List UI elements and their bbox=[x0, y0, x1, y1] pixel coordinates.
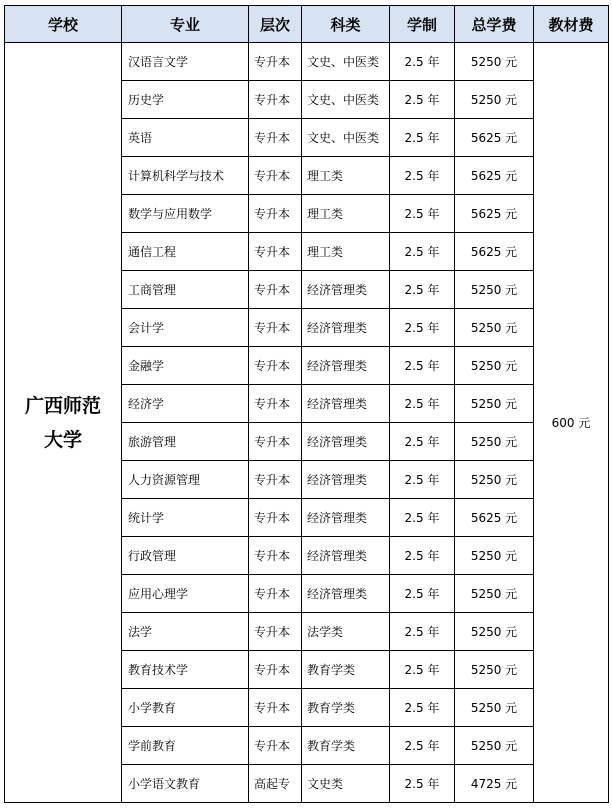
category-cell: 经济管理类 bbox=[302, 423, 390, 461]
duration-cell: 2.5 年 bbox=[390, 727, 455, 765]
header-school: 学校 bbox=[5, 6, 122, 43]
duration-cell: 2.5 年 bbox=[390, 613, 455, 651]
duration-cell: 2.5 年 bbox=[390, 423, 455, 461]
category-cell: 经济管理类 bbox=[302, 499, 390, 537]
fee-cell: 5250 元 bbox=[455, 309, 534, 347]
fee-cell: 5625 元 bbox=[455, 157, 534, 195]
category-cell: 经济管理类 bbox=[302, 537, 390, 575]
major-cell: 经济学 bbox=[122, 385, 249, 423]
fee-cell: 5250 元 bbox=[455, 423, 534, 461]
duration-cell: 2.5 年 bbox=[390, 499, 455, 537]
duration-cell: 2.5 年 bbox=[390, 537, 455, 575]
level-cell: 专升本 bbox=[249, 233, 302, 271]
category-cell: 经济管理类 bbox=[302, 347, 390, 385]
duration-cell: 2.5 年 bbox=[390, 651, 455, 689]
category-cell: 经济管理类 bbox=[302, 461, 390, 499]
duration-cell: 2.5 年 bbox=[390, 385, 455, 423]
table-row bbox=[5, 43, 609, 81]
fee-cell: 5250 元 bbox=[455, 43, 534, 81]
level-cell: 专升本 bbox=[249, 271, 302, 309]
duration-cell: 2.5 年 bbox=[390, 309, 455, 347]
fee-cell: 5250 元 bbox=[455, 727, 534, 765]
fee-cell: 5625 元 bbox=[455, 195, 534, 233]
duration-cell: 2.5 年 bbox=[390, 765, 455, 803]
category-cell: 文史、中医类 bbox=[302, 119, 390, 157]
level-cell: 专升本 bbox=[249, 689, 302, 727]
duration-cell: 2.5 年 bbox=[390, 347, 455, 385]
major-cell: 教育技术学 bbox=[122, 651, 249, 689]
category-cell: 经济管理类 bbox=[302, 385, 390, 423]
duration-cell: 2.5 年 bbox=[390, 575, 455, 613]
textbook-fee: 600 元 bbox=[534, 43, 609, 803]
duration-cell: 2.5 年 bbox=[390, 461, 455, 499]
duration-cell: 2.5 年 bbox=[390, 81, 455, 119]
level-cell: 专升本 bbox=[249, 575, 302, 613]
major-cell: 金融学 bbox=[122, 347, 249, 385]
fee-cell: 5250 元 bbox=[455, 385, 534, 423]
fee-cell: 5250 元 bbox=[455, 347, 534, 385]
major-cell: 行政管理 bbox=[122, 537, 249, 575]
level-cell: 专升本 bbox=[249, 423, 302, 461]
school-name: 广西师范大学 bbox=[5, 43, 122, 803]
fee-cell: 5250 元 bbox=[455, 271, 534, 309]
major-cell: 旅游管理 bbox=[122, 423, 249, 461]
level-cell: 专升本 bbox=[249, 119, 302, 157]
fee-cell: 5250 元 bbox=[455, 537, 534, 575]
major-cell: 应用心理学 bbox=[122, 575, 249, 613]
header-level: 层次 bbox=[249, 6, 302, 43]
duration-cell: 2.5 年 bbox=[390, 195, 455, 233]
header-row bbox=[5, 6, 609, 43]
fee-cell: 5250 元 bbox=[455, 461, 534, 499]
fee-cell: 4725 元 bbox=[455, 765, 534, 803]
category-cell: 经济管理类 bbox=[302, 575, 390, 613]
level-cell: 专升本 bbox=[249, 461, 302, 499]
level-cell: 专升本 bbox=[249, 651, 302, 689]
major-cell: 法学 bbox=[122, 613, 249, 651]
fee-cell: 5625 元 bbox=[455, 499, 534, 537]
category-cell: 文史、中医类 bbox=[302, 81, 390, 119]
category-cell: 经济管理类 bbox=[302, 271, 390, 309]
duration-cell: 2.5 年 bbox=[390, 689, 455, 727]
fee-cell: 5625 元 bbox=[455, 233, 534, 271]
level-cell: 专升本 bbox=[249, 727, 302, 765]
major-cell: 计算机科学与技术 bbox=[122, 157, 249, 195]
fee-cell: 5250 元 bbox=[455, 81, 534, 119]
level-cell: 专升本 bbox=[249, 43, 302, 81]
fee-cell: 5250 元 bbox=[455, 689, 534, 727]
major-cell: 通信工程 bbox=[122, 233, 249, 271]
major-cell: 小学语文教育 bbox=[122, 765, 249, 803]
major-cell: 小学教育 bbox=[122, 689, 249, 727]
fee-cell: 5250 元 bbox=[455, 613, 534, 651]
level-cell: 专升本 bbox=[249, 309, 302, 347]
level-cell: 专升本 bbox=[249, 157, 302, 195]
major-cell: 学前教育 bbox=[122, 727, 249, 765]
header-duration: 学制 bbox=[390, 6, 455, 43]
level-cell: 专升本 bbox=[249, 385, 302, 423]
category-cell: 文史、中医类 bbox=[302, 43, 390, 81]
category-cell: 教育学类 bbox=[302, 727, 390, 765]
category-cell: 经济管理类 bbox=[302, 309, 390, 347]
major-cell: 数学与应用数学 bbox=[122, 195, 249, 233]
duration-cell: 2.5 年 bbox=[390, 119, 455, 157]
level-cell: 专升本 bbox=[249, 81, 302, 119]
category-cell: 理工类 bbox=[302, 195, 390, 233]
category-cell: 文史类 bbox=[302, 765, 390, 803]
duration-cell: 2.5 年 bbox=[390, 157, 455, 195]
major-cell: 工商管理 bbox=[122, 271, 249, 309]
duration-cell: 2.5 年 bbox=[390, 43, 455, 81]
category-cell: 理工类 bbox=[302, 233, 390, 271]
header-major: 专业 bbox=[122, 6, 249, 43]
major-cell: 英语 bbox=[122, 119, 249, 157]
level-cell: 专升本 bbox=[249, 613, 302, 651]
major-cell: 统计学 bbox=[122, 499, 249, 537]
level-cell: 专升本 bbox=[249, 537, 302, 575]
header-total-fee: 总学费 bbox=[455, 6, 534, 43]
fee-cell: 5250 元 bbox=[455, 651, 534, 689]
category-cell: 法学类 bbox=[302, 613, 390, 651]
major-cell: 人力资源管理 bbox=[122, 461, 249, 499]
level-cell: 高起专 bbox=[249, 765, 302, 803]
level-cell: 专升本 bbox=[249, 499, 302, 537]
category-cell: 教育学类 bbox=[302, 689, 390, 727]
tuition-table bbox=[4, 5, 609, 803]
level-cell: 专升本 bbox=[249, 347, 302, 385]
duration-cell: 2.5 年 bbox=[390, 271, 455, 309]
fee-cell: 5625 元 bbox=[455, 119, 534, 157]
level-cell: 专升本 bbox=[249, 195, 302, 233]
major-cell: 汉语言文学 bbox=[122, 43, 249, 81]
major-cell: 会计学 bbox=[122, 309, 249, 347]
major-cell: 历史学 bbox=[122, 81, 249, 119]
category-cell: 教育学类 bbox=[302, 651, 390, 689]
fee-cell: 5250 元 bbox=[455, 575, 534, 613]
category-cell: 理工类 bbox=[302, 157, 390, 195]
duration-cell: 2.5 年 bbox=[390, 233, 455, 271]
header-category: 科类 bbox=[302, 6, 390, 43]
header-textbook-fee: 教材费 bbox=[534, 6, 609, 43]
